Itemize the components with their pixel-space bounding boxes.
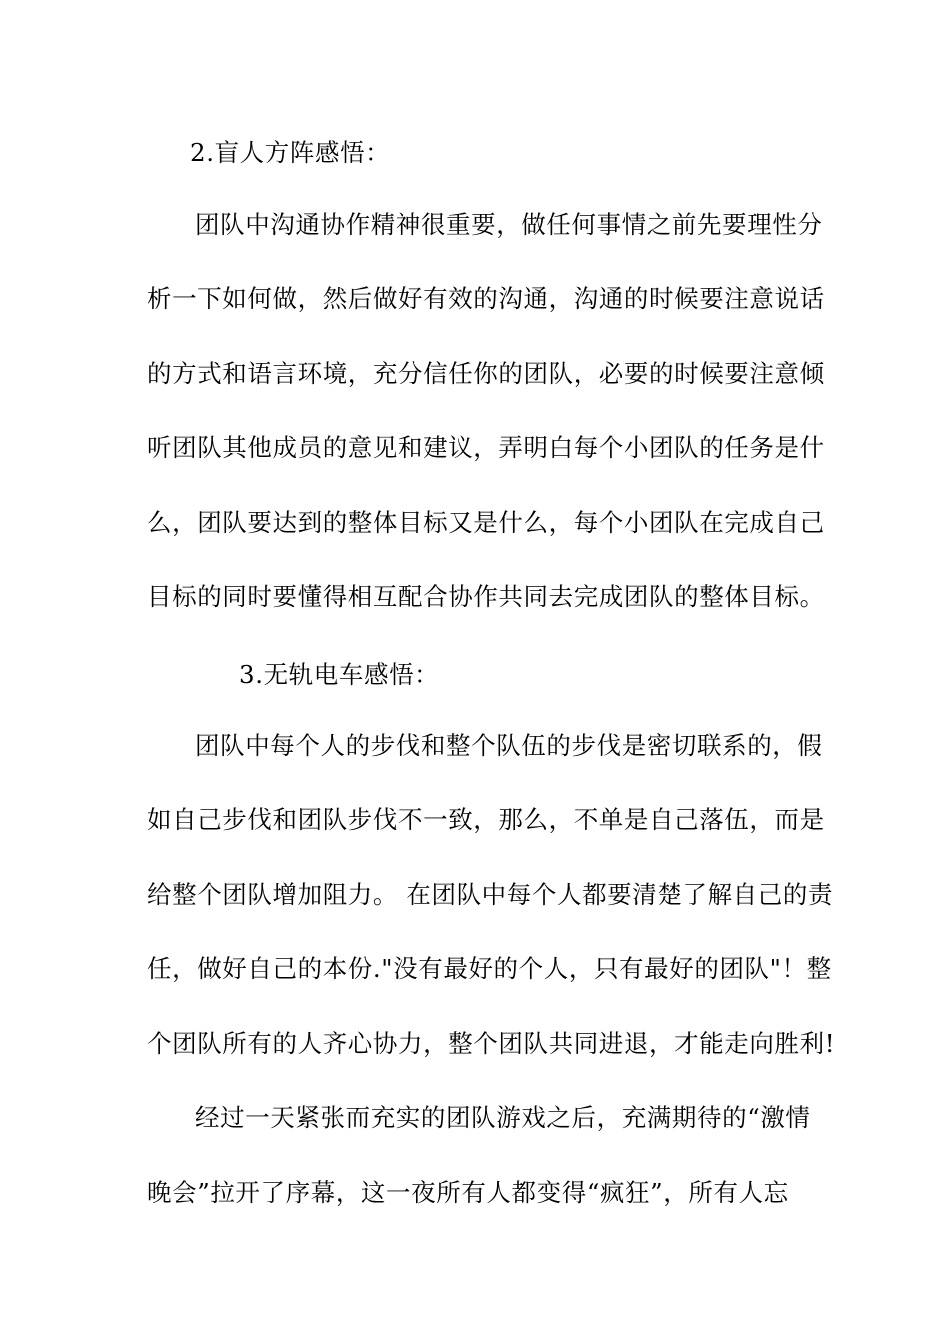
paragraph-line: 给整个团队增加阻力。 在团队中每个人都要清楚了解自己的责 (147, 880, 834, 909)
paragraph-line: 析一下如何做，然后做好有效的沟通，沟通的时候要注意说话 (147, 284, 825, 313)
paragraph-line: 团队中沟通协作精神很重要，做任何事情之前先要理性分 (195, 210, 823, 239)
paragraph-line: 团队中每个人的步伐和整个队伍的步伐是密切联系的，假 (195, 731, 823, 760)
paragraph-line: 目标的同时要懂得相互配合协作共同去完成团队的整体目标。 (147, 582, 825, 611)
section-heading-trackless-tram: 3.无轨电车感悟： (239, 660, 440, 689)
paragraph-line: 听团队其他成员的意见和建议，弄明白每个小团队的任务是什 (147, 433, 825, 462)
paragraph-line: 么，团队要达到的整体目标又是什么，每个小团队在完成自己 (147, 508, 825, 537)
paragraph-line: 个团队所有的人齐心协力，整个团队共同进退，才能走向胜利! (147, 1029, 836, 1058)
paragraph-line: 晚会”拉开了序幕，这一夜所有人都变得“疯狂”，所有人忘 (147, 1178, 789, 1207)
paragraph-line: 的方式和语言环境，充分信任你的团队，必要的时候要注意倾 (147, 359, 825, 388)
paragraph-line: 任，做好自己的本份."没有最好的个人，只有最好的团队"！整 (147, 954, 832, 983)
section-heading-blind-square: 2.盲人方阵感悟： (190, 138, 391, 167)
paragraph-line: 经过一天紧张而充实的团队游戏之后，充满期待的“激情 (195, 1103, 811, 1132)
paragraph-line: 如自己步伐和团队步伐不一致，那么，不单是自己落伍，而是 (147, 805, 825, 834)
